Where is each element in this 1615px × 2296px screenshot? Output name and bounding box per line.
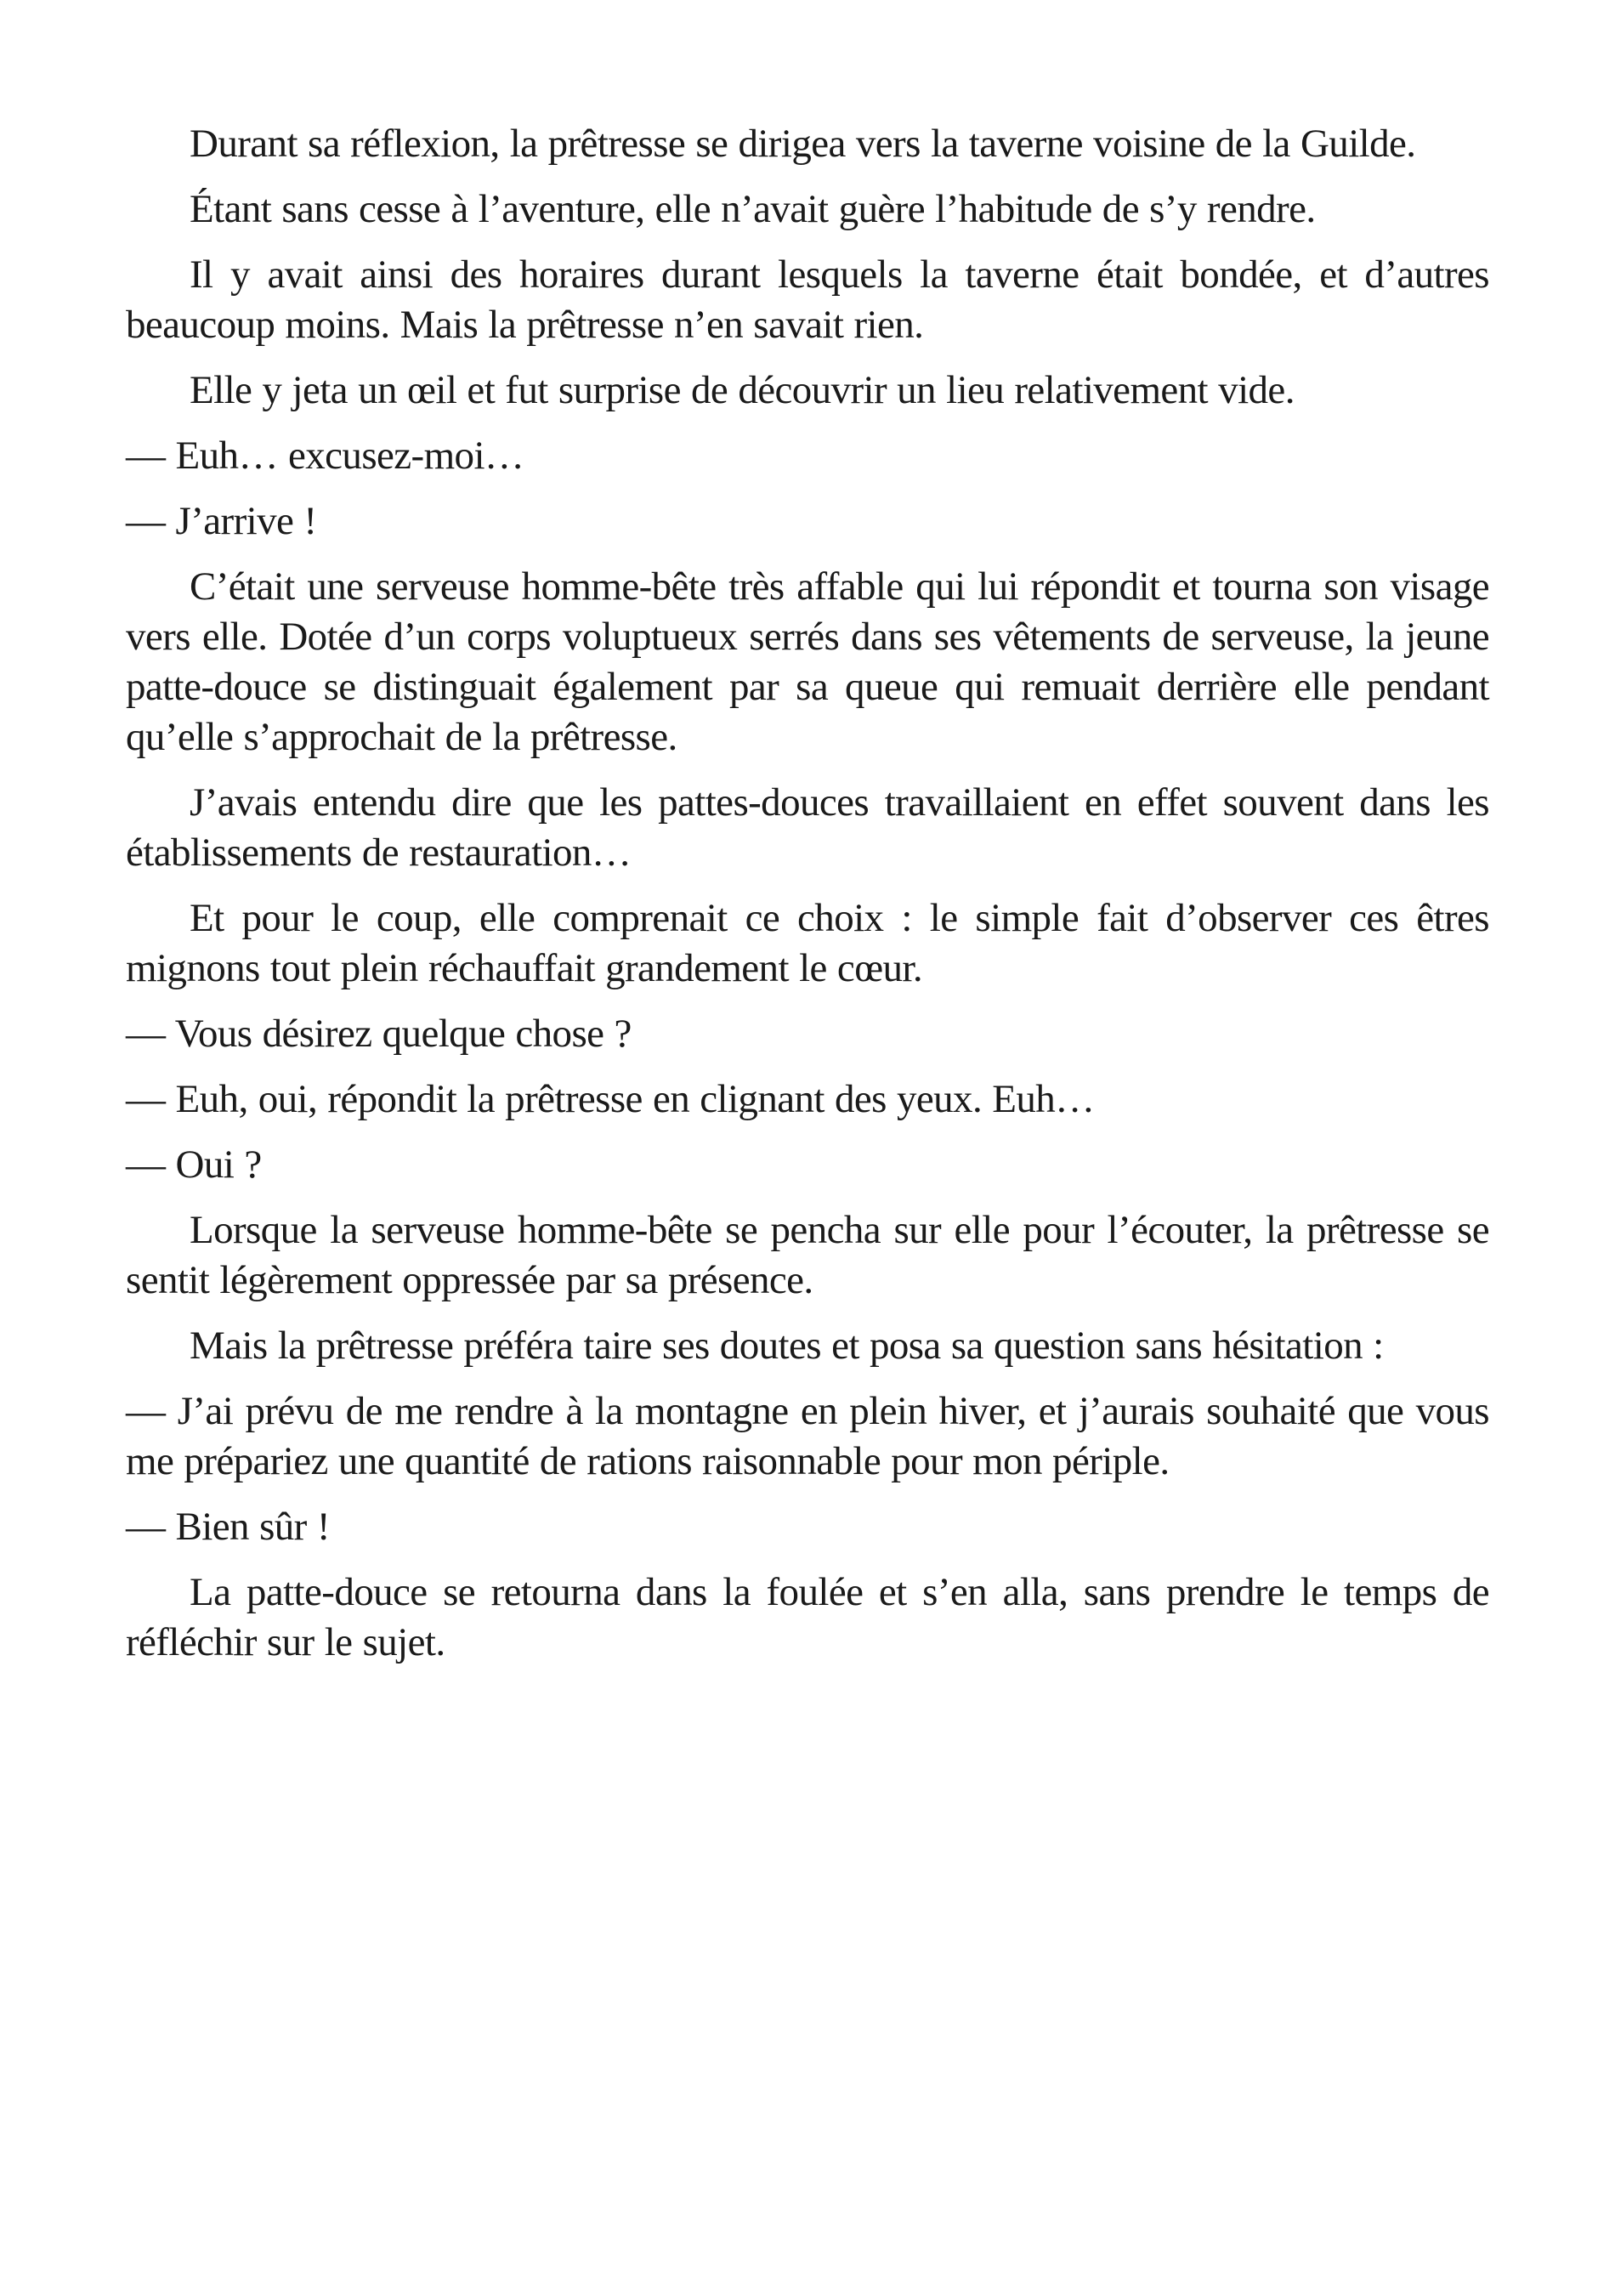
paragraph: La patte-douce se retourna dans la foulée et s’en alla, sans prendre le temps de réfléchir sur le sujet. — [126, 1570, 1489, 1664]
dialogue-line: — Euh… excusez-moi… — [126, 434, 524, 478]
paragraph: Étant sans cesse à l’aventure, elle n’avait guère l’habitude de s’y rendre. — [190, 187, 1316, 231]
dialogue-line: — Bien sûr ! — [126, 1505, 330, 1549]
dialogue-line: — Oui ? — [126, 1142, 262, 1187]
dialogue-line: — Vous désirez quelque chose ? — [126, 1012, 632, 1056]
paragraph: Mais la prêtresse préféra taire ses doutes et posa sa question sans hésitation : — [190, 1324, 1384, 1368]
paragraph: C’était une serveuse homme-bête très affable qui lui répondit et tourna son visage vers elle. Dotée d’un corps voluptueux serrés dans ses vêtements de serveuse, la jeune patte-douce se distinguait également par sa queue qui remuait derrière elle pendant qu’elle s’approchait de la prêtresse. — [126, 564, 1489, 759]
dialogue-line: — J’arrive ! — [126, 499, 317, 543]
paragraph: Il y avait ainsi des horaires durant lesquels la taverne était bondée, et d’autres beaucoup moins. Mais la prêtresse n’en savait rien. — [126, 252, 1489, 347]
paragraph: Elle y jeta un œil et fut surprise de découvrir un lieu relativement vide. — [190, 368, 1295, 412]
paragraph: Lorsque la serveuse homme-bête se pencha sur elle pour l’écouter, la prêtresse se sentit légèrement oppressée par sa présence. — [126, 1208, 1489, 1302]
paragraph: Et pour le coup, elle comprenait ce choix : le simple fait d’observer ces êtres mignons tout plein réchauffait grandement le cœur. — [126, 896, 1489, 990]
book-page — [126, 119, 1489, 1683]
paragraph: J’avais entendu dire que les pattes-douces travaillaient en effet souvent dans les établissements de restauration… — [126, 780, 1489, 875]
dialogue-line: — J’ai prévu de me rendre à la montagne en plein hiver, et j’aurais souhaité que vous me prépariez une quantité de rations raisonnable pour mon périple. — [126, 1389, 1489, 1483]
dialogue-line: — Euh, oui, répondit la prêtresse en clignant des yeux. Euh… — [126, 1077, 1095, 1121]
paragraph: Durant sa réflexion, la prêtresse se dirigea vers la taverne voisine de la Guilde. — [190, 122, 1416, 166]
